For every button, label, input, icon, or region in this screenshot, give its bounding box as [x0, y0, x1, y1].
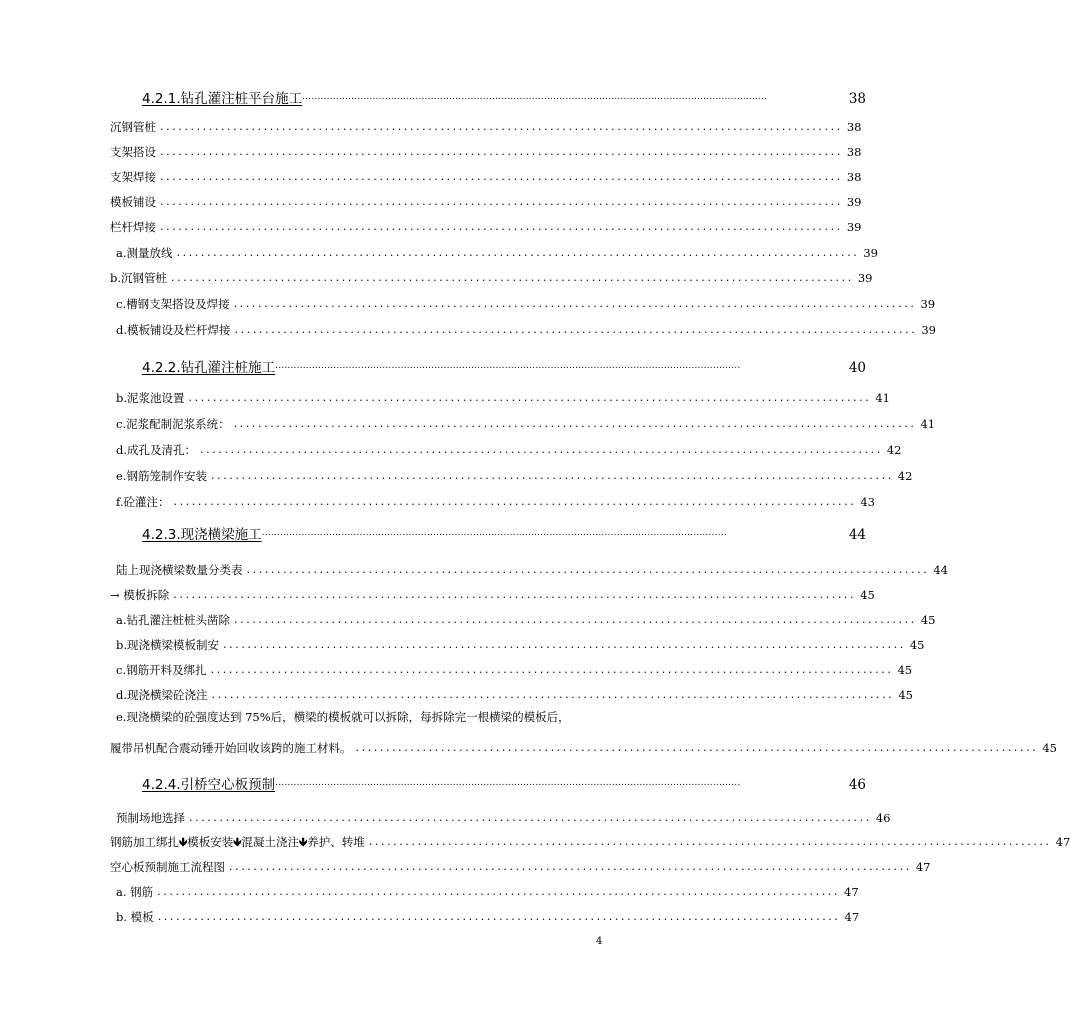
entry-page: 43 [860, 495, 875, 509]
flow-label [110, 835, 365, 849]
toc-entry[interactable] [0, 580, 944, 602]
toc-entry[interactable] [0, 487, 950, 509]
entry-label: b.泥浆池设置 [116, 391, 185, 405]
heading-label: 4.2.4.引桥空心板预制 [142, 777, 276, 793]
entry-page: 38 [846, 120, 862, 134]
entry-label: 空心板预制施工流程图 [110, 860, 225, 874]
dot-leader: ................................................................................................................ [160, 145, 843, 158]
entry-page: 47 [1055, 835, 1070, 849]
entry-page: 44 [933, 563, 948, 577]
dot-leader: ................................................................................................................ [233, 417, 917, 430]
toc-entry[interactable] [0, 409, 950, 431]
dot-leader: ........................................................................................................................................................ [302, 92, 768, 102]
dot-leader: ................................................................................................................ [160, 170, 843, 183]
flow-step: 模板安装 [187, 835, 234, 849]
entry-label: c.槽钢支架搭设及焊接 [116, 297, 230, 311]
toc-entry[interactable] [0, 315, 950, 337]
dot-leader: ........................................................................................................................................................ [275, 361, 741, 371]
dot-leader: ................................................................................................................ [211, 688, 895, 701]
heading-label: 4.2.2.钻孔灌注桩施工 [142, 360, 276, 376]
dot-leader: ................................................................................................................ [160, 220, 843, 233]
flow-step: 钢筋加工绑扎 [110, 835, 179, 849]
dot-leader: ................................................................................................................ [171, 271, 854, 284]
entry-page: 45 [897, 663, 913, 677]
toc-entry[interactable] [0, 605, 950, 627]
dot-leader: ................................................................................................................ [160, 195, 843, 208]
entry-page: 39 [920, 297, 936, 311]
toc-entry[interactable] [0, 655, 950, 677]
toc-entry[interactable] [0, 630, 950, 652]
dot-leader: ................................................................................................................ [210, 469, 894, 482]
toc-entry[interactable] [0, 555, 950, 577]
heading-page: 40 [848, 360, 866, 376]
dot-leader: ................................................................................................................ [157, 885, 840, 898]
toc-entry[interactable] [0, 852, 944, 874]
entry-label: 支架搭设 [110, 145, 156, 159]
entry-label: 履带吊机配合震动锤开始回收该跨的施工材料。 [110, 741, 352, 755]
entry-page: 45 [860, 588, 875, 602]
dot-leader: ................................................................................................................ [234, 323, 918, 336]
entry-label: 陆上现浇横梁数量分类表 [116, 563, 243, 577]
toc-entry[interactable] [0, 383, 950, 405]
dot-leader: ................................................................................................................ [160, 120, 843, 133]
dot-leader: ................................................................................................................ [200, 443, 883, 456]
entry-page: 46 [875, 811, 891, 825]
entry-page: 38 [846, 145, 862, 159]
entry-page: 47 [844, 910, 860, 924]
entry-label: b.沉钢管桩 [110, 271, 168, 285]
entry-page: 45 [920, 613, 936, 627]
heading-label: 4.2.1.钻孔灌注桩平台施工 [142, 91, 303, 107]
toc-entry[interactable] [0, 263, 944, 285]
entry-page: 39 [857, 271, 873, 285]
dot-leader: ................................................................................................................ [234, 613, 917, 626]
dot-leader: ................................................................................................................ [173, 495, 857, 508]
heading-page: 44 [848, 527, 866, 543]
toc-entry-flow[interactable] [0, 827, 1070, 849]
toc-heading-4-2-2[interactable] [0, 351, 976, 375]
down-arrow-icon: 🡻 [299, 835, 308, 849]
entry-label: c.泥浆配制泥浆系统： [116, 417, 230, 431]
toc-entry-wrapped-line1[interactable]: e.现浇横梁的砼强度达到 75%后，横梁的模板就可以拆除，每拆除完一根横梁的模板后， [116, 710, 570, 724]
dot-leader: ........................................................................................................................................................ [261, 528, 727, 538]
page-number: 4 [596, 936, 603, 947]
entry-page: 42 [897, 469, 913, 483]
toc-entry[interactable] [0, 137, 944, 159]
heading-label: 4.2.3.现浇横梁施工 [142, 527, 262, 543]
entry-label: 支架焊接 [110, 170, 156, 184]
toc-entry[interactable] [0, 435, 950, 457]
down-arrow-icon: 🡻 [233, 835, 242, 849]
entry-label: d.成孔及清孔： [116, 443, 197, 457]
dot-leader: ................................................................................................................ [223, 638, 906, 651]
toc-heading-4-2-4[interactable] [0, 768, 976, 792]
flow-step: 养护、转堆 [307, 835, 365, 849]
entry-page: 42 [886, 443, 902, 457]
dot-leader: ................................................................................................................ [157, 910, 841, 923]
dot-leader: ................................................................................................................ [188, 391, 872, 404]
entry-page: 39 [846, 220, 862, 234]
entry-label: a.测量放线 [116, 246, 173, 260]
heading-page: 38 [848, 91, 866, 107]
entry-label: 预制场地选择 [116, 811, 185, 825]
toc-entry[interactable] [0, 877, 950, 899]
entry-page: 45 [1042, 741, 1057, 755]
dot-leader: ................................................................................................................ [210, 663, 894, 676]
toc-entry[interactable] [0, 461, 950, 483]
toc-entry-wrapped-line2[interactable] [0, 733, 1057, 755]
entry-label: e.钢筋笼制作安装 [116, 469, 207, 483]
dot-leader: ........................................................................................................................................................ [275, 778, 741, 788]
dot-leader: ................................................................................................................ [189, 811, 872, 824]
dot-leader: ................................................................................................................ [368, 835, 1052, 848]
toc-entry[interactable] [0, 238, 950, 260]
heading-page: 46 [848, 777, 866, 793]
toc-entry[interactable] [0, 162, 944, 184]
entry-label: 模板铺设 [110, 195, 156, 209]
toc-entry[interactable] [0, 212, 944, 234]
dot-leader: ................................................................................................................ [233, 297, 917, 310]
toc-entry[interactable] [0, 803, 950, 825]
entry-page: 39 [921, 323, 936, 337]
entry-page: 45 [898, 688, 913, 702]
toc-entry[interactable] [0, 680, 950, 702]
toc-heading-4-2-3[interactable] [0, 518, 976, 542]
dot-leader: ................................................................................................................ [246, 563, 930, 576]
entry-label: 沉钢管桩 [110, 120, 156, 134]
dot-leader: ................................................................................................................ [173, 588, 857, 601]
toc-entry[interactable] [0, 902, 950, 924]
entry-label: d.模板铺设及栏杆焊接 [116, 323, 231, 337]
entry-page: 39 [846, 195, 862, 209]
toc-entry[interactable] [0, 187, 944, 209]
toc-heading-4-2-1[interactable] [0, 82, 976, 106]
entry-page: 39 [863, 246, 878, 260]
down-arrow-icon: 🡻 [179, 835, 188, 849]
dot-leader: ................................................................................................................ [229, 860, 912, 873]
entry-label: → 模板拆除 [110, 588, 170, 602]
entry-label: 栏杆焊接 [110, 220, 156, 234]
toc-entry[interactable] [0, 289, 950, 311]
entry-page: 47 [844, 885, 859, 899]
toc-entry[interactable] [0, 112, 944, 134]
entry-label: b. 模板 [116, 910, 154, 924]
flow-step: 混凝土浇注 [241, 835, 300, 849]
entry-page: 47 [915, 860, 931, 874]
entry-label: b.现浇横梁模板制安 [116, 638, 220, 652]
dot-leader: ................................................................................................................ [176, 246, 860, 259]
entry-page: 41 [875, 391, 890, 405]
entry-label: a.钻孔灌注桩桩头凿除 [116, 613, 231, 627]
entry-page: 45 [909, 638, 925, 652]
entry-label: f.砼灌注： [116, 495, 170, 509]
entry-page: 38 [846, 170, 862, 184]
entry-page: 41 [920, 417, 936, 431]
entry-label: c.钢筋开料及绑扎 [116, 663, 207, 677]
entry-label: d.现浇横梁砼浇注 [116, 688, 208, 702]
entry-label: a. 钢筋 [116, 885, 154, 899]
dot-leader: ................................................................................................................ [355, 741, 1039, 754]
